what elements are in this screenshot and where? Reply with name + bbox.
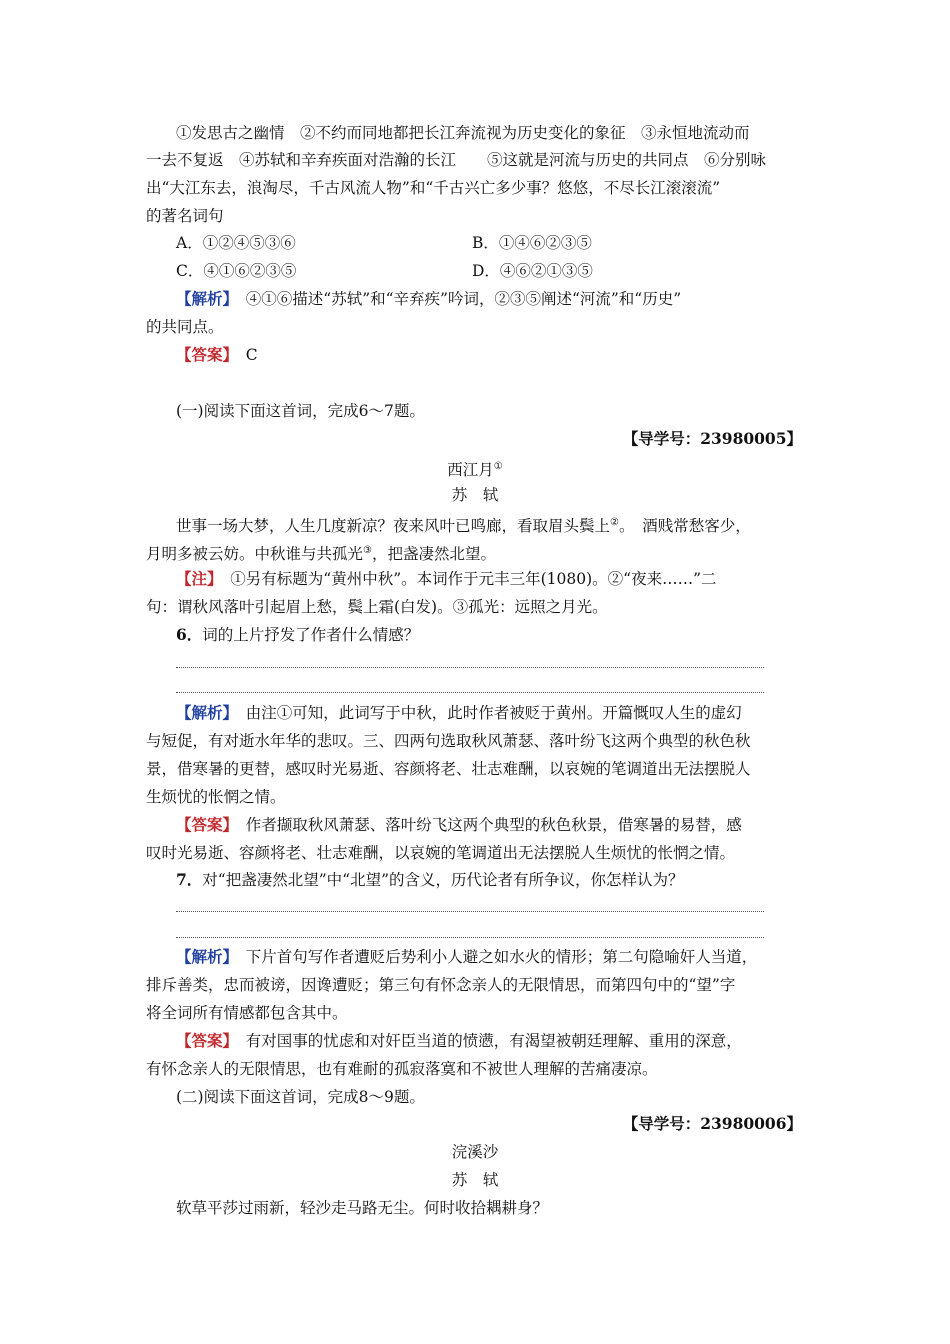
option-c: C．④①⑥②③⑤ xyxy=(176,262,297,280)
poem-author: 苏 轼 xyxy=(451,486,499,504)
analysis-tag: 【解析】 xyxy=(176,703,231,722)
note-line: 【注】 ①另有标题为“黄州中秋”。本词作于元丰三年(1080)。②“夜来……”二 xyxy=(176,569,717,588)
answer-line: 【答案】 作者撷取秋风萧瑟、落叶纷飞这两个典型的秋色秋景，借寒暑的易替，感 xyxy=(176,815,742,834)
poem-line: 世事一场大梦，人生几度新凉？夜来风叶已鸣廊，看取眉头鬓上②。 酒贱常愁客少， xyxy=(176,517,751,536)
analysis-tag: 【解析】 xyxy=(176,289,231,308)
answer-blank-line[interactable] xyxy=(176,937,764,938)
analysis-line: 的共同点。 xyxy=(146,318,224,336)
poem-author: 苏 轼 xyxy=(451,1171,499,1189)
answer-text: C xyxy=(230,346,258,364)
statement-line: 一去不复返 ④苏轼和辛弃疾面对浩瀚的长江 ⑤这就是河流与历史的共同点 ⑥分别咏 xyxy=(146,151,767,169)
analysis-tag: 【解析】 xyxy=(176,947,231,966)
analysis-line: 生烦忧的怅惘之情。 xyxy=(146,788,286,806)
analysis-line: 景，借寒暑的更替，感叹时光易逝、容颜将老、壮志难酬，以哀婉的笔调道出无法摆脱人 xyxy=(146,760,751,778)
poem-line: 月明多被云妨。中秋谁与共孤光③，把盏凄然北望。 xyxy=(146,545,496,564)
answer-line: 有怀念亲人的无限情思，也有难耐的孤寂落寞和不被世人理解的苦痛凄凉。 xyxy=(146,1060,658,1078)
analysis-line: 与短促，有对逝水年华的悲叹。三、四两句选取秋风萧瑟、落叶纷飞这两个典型的秋色秋 xyxy=(146,732,751,750)
poem-line: 软草平莎过雨新，轻沙走马路无尘。何时收拾耦耕身？ xyxy=(176,1199,549,1217)
note-line: 句：谓秋风落叶引起眉上愁，鬓上霜(白发)。③孤光：远照之月光。 xyxy=(146,598,608,616)
answer-line xyxy=(176,344,258,366)
section-intro: (一)阅读下面这首词，完成6～7题。 xyxy=(176,402,425,420)
poem-title: 西江月① xyxy=(447,461,503,480)
statement-line: ①发思古之幽情 ②不约而同地都把长江奔流视为历史变化的象征 ③永恒地流动而 xyxy=(176,124,750,142)
analysis-line: 【解析】 下片首句写作者遭贬后势利小人避之如水火的情形；第二句隐喻奸人当道， xyxy=(176,947,758,966)
question-6: 6．词的上片抒发了作者什么情感？ xyxy=(176,625,420,644)
analysis-line: 将全词所有情感都包含其中。 xyxy=(146,1004,348,1022)
statement-line: 的著名词句 xyxy=(146,207,224,225)
guide-number: 【导学号：23980005】 xyxy=(622,429,802,448)
analysis-line: 【解析】 由注①可知，此词写于中秋，此时作者被贬于黄州。开篇慨叹人生的虚幻 xyxy=(176,703,742,722)
answer-tag: 【答案】 xyxy=(176,815,231,834)
analysis-line xyxy=(176,288,681,310)
answer-tag: 【答案】 xyxy=(176,345,231,364)
analysis-line: 排斥善类，忠而被谤，因谗遭贬；第三句有怀念亲人的无限情思，而第四句中的“望”字 xyxy=(146,976,736,994)
answer-line: 【答案】 有对国事的忧虑和对奸臣当道的愤懑，有渴望被朝廷理解、重用的深意， xyxy=(176,1031,742,1050)
option-b: B．①④⑥②③⑤ xyxy=(472,234,592,252)
guide-number: 【导学号：23980006】 xyxy=(622,1114,802,1133)
answer-blank-line[interactable] xyxy=(176,692,764,693)
statement-line: 出“大江东去，浪淘尽，千古风流人物”和“千古兴亡多少事？悠悠，不尽长江滚滚流” xyxy=(146,179,721,197)
analysis-text: ④①⑥描述“苏轼”和“辛弃疾”吟词，②③⑤阐述“河流”和“历史” xyxy=(230,290,682,308)
answer-blank-line[interactable] xyxy=(176,911,764,912)
poem-title: 浣溪沙 xyxy=(451,1143,499,1161)
answer-tag: 【答案】 xyxy=(176,1031,231,1050)
note-tag: 【注】 xyxy=(176,569,215,588)
option-a: A．①②④⑤③⑥ xyxy=(176,234,296,252)
answer-blank-line[interactable] xyxy=(176,667,764,668)
option-d: D．④⑥②①③⑤ xyxy=(472,262,593,280)
section-intro: (二)阅读下面这首词，完成8～9题。 xyxy=(176,1088,425,1106)
question-7: 7．对“把盏凄然北望”中“北望”的含义，历代论者有所争议，你怎样认为？ xyxy=(176,870,684,889)
answer-line: 叹时光易逝、容颜将老、壮志难酬，以哀婉的笔调道出无法摆脱人生烦忧的怅惘之情。 xyxy=(146,844,736,862)
